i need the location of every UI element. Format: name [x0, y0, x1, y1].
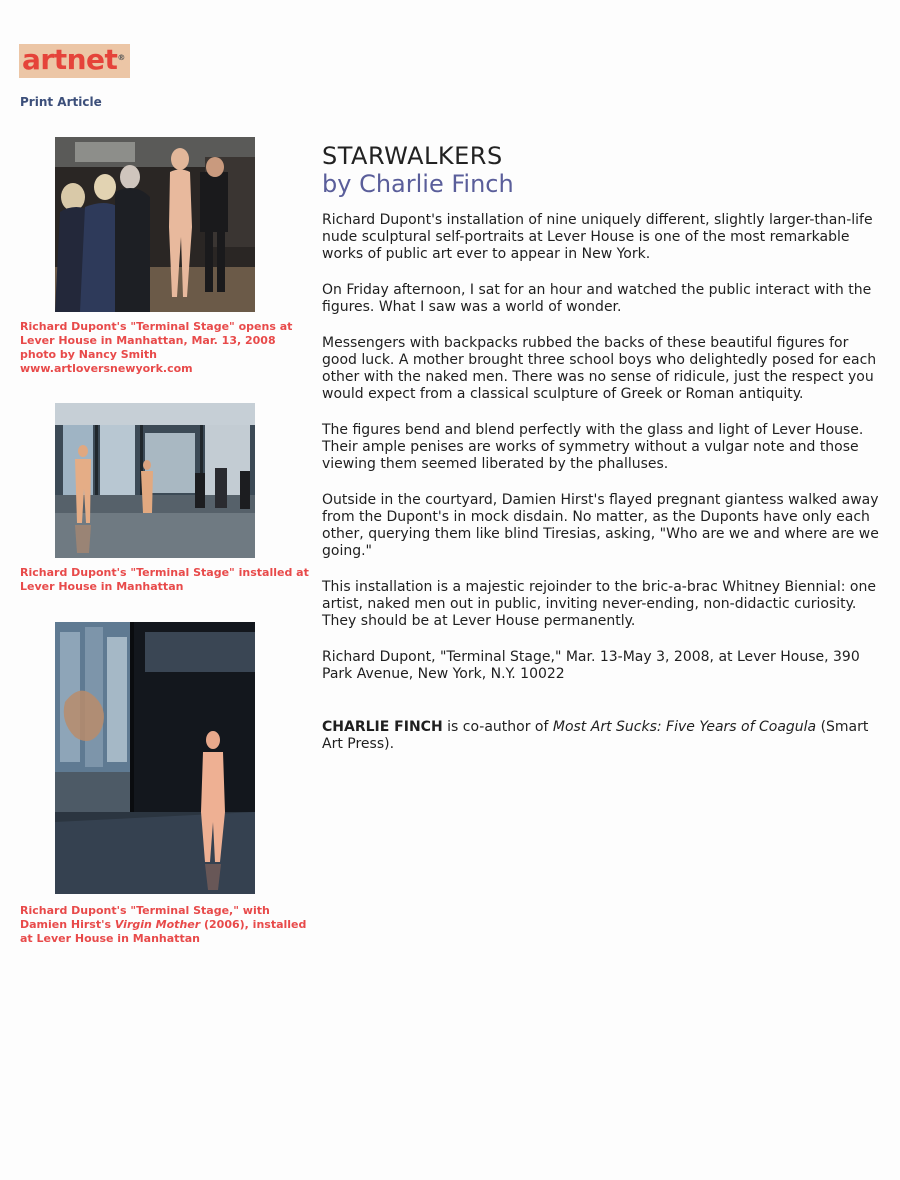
photo-caption-3 — [20, 904, 307, 946]
caption-photo-credit: photo by Nancy Smith — [20, 348, 158, 361]
photo-lobby-figures — [55, 403, 255, 558]
author-bio — [322, 719, 882, 753]
article-title: STARWALKERS — [322, 142, 503, 170]
caption-artwork-title: Virgin Mother — [114, 918, 201, 931]
artnet-logo[interactable] — [19, 44, 130, 78]
caption-text: (2006), installed — [200, 918, 307, 931]
caption-line: Richard Dupont's "Terminal Stage" opens at — [20, 320, 293, 333]
caption-line: at Lever House in Manhattan — [20, 932, 200, 945]
photo-hirst-and-dupont — [55, 622, 255, 894]
photo-opening-crowd — [55, 137, 255, 312]
logo-wordmark: artnet — [22, 43, 118, 76]
article-paragraph: The figures bend and blend perfectly with the glass and light of Lever House. Their ample penises are works of symmetry without a vulgar note and those viewing them seemed liberated by the phalluses. — [322, 422, 864, 472]
photo-caption-2 — [20, 566, 309, 594]
print-article-label: Print Article — [20, 95, 102, 109]
caption-source-link[interactable]: www.artloversnewyork.com — [20, 362, 193, 375]
exhibition-info: Richard Dupont, "Terminal Stage," Mar. 13-May 3, 2008, at Lever House, 390 Park Avenue, New York, N.Y. 10022 — [322, 649, 860, 682]
caption-text: Damien Hirst's — [20, 918, 115, 931]
caption-line: Richard Dupont's "Terminal Stage" installed at — [20, 566, 309, 579]
registered-mark: ® — [117, 53, 125, 62]
article-paragraph: Messengers with backpacks rubbed the backs of these beautiful figures for good luck. A mother brought three school boys who delightedly posed for each other with the naked men. There was no sense of ridicule, just the respect you would expect from a classical sculpture of Greek or Roman antiquity. — [322, 335, 877, 402]
bio-text: is co-author of — [442, 719, 553, 735]
caption-line: Lever House in Manhattan, Mar. 13, 2008 — [20, 334, 276, 347]
article-paragraph: On Friday afternoon, I sat for an hour and watched the public interact with the figures. What I saw was a world of wonder. — [322, 282, 872, 315]
photo-caption-1 — [20, 320, 300, 376]
caption-line — [20, 918, 307, 932]
article-byline: by Charlie Finch — [322, 170, 514, 198]
author-name: CHARLIE FINCH — [322, 719, 443, 735]
book-title: Most Art Sucks: Five Years of Coagula — [552, 719, 817, 735]
caption-line: Richard Dupont's "Terminal Stage," with — [20, 904, 270, 917]
article-paragraph: Outside in the courtyard, Damien Hirst's flayed pregnant giantess walked away from the Dupont's in mock disdain. No matter, as the Duponts have only each other, querying them like blind Tiresias, asking, "Who are we and where are we going." — [322, 492, 879, 559]
article-body — [322, 212, 882, 772]
article-paragraph: This installation is a majestic rejoinder to the bric-a-brac Whitney Biennial: one artist, naked men out in public, inviting never-ending, non-didactic curiosity. They should be at Lever House permanently. — [322, 579, 876, 629]
caption-line: Lever House in Manhattan — [20, 580, 184, 593]
bio-text: (Smart Art Press). — [322, 719, 869, 752]
article-paragraph: Richard Dupont's installation of nine uniquely different, slightly larger-than-life nude sculptural self-portraits at Lever House is one of the most remarkable works of public art ever to appear in New York. — [322, 212, 873, 262]
